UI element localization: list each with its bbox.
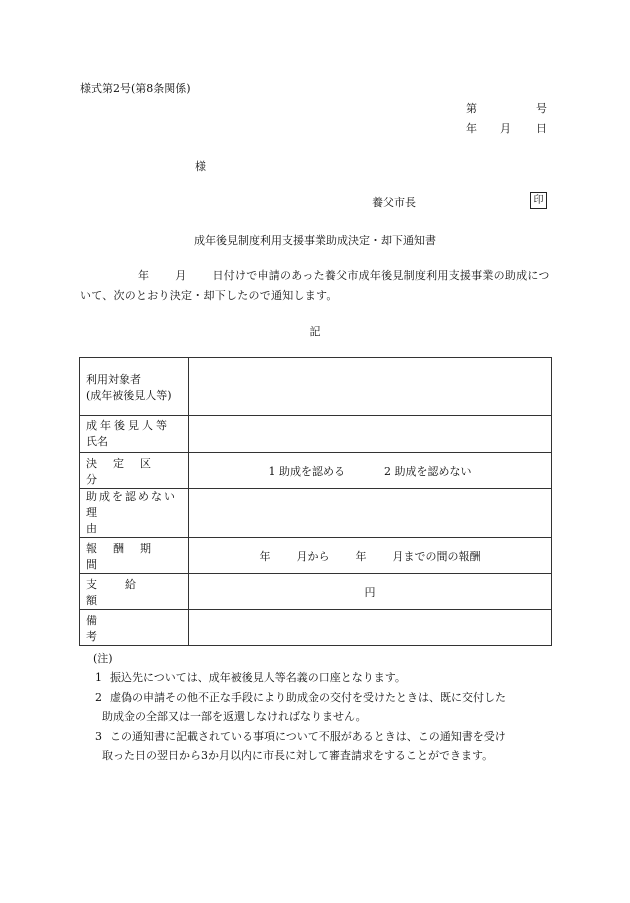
label-cell	[80, 489, 189, 538]
decision-table	[79, 357, 552, 646]
body-text: 日付けで申請のあった養父市成年後見制度利用支援事業の助成について、次のとおり決定・却下したので通知します。	[80, 269, 550, 302]
label-guardian: 成年後見人等	[86, 419, 170, 432]
value-cell-guardian[interactable]	[189, 416, 552, 453]
addressee-suffix: 様	[195, 160, 206, 173]
notes-heading: (注)	[93, 652, 113, 665]
value-cell-remarks[interactable]	[189, 610, 552, 646]
amount-unit: 円	[364, 585, 376, 599]
note-item	[80, 727, 550, 765]
document-title: 成年後見制度利用支援事業助成決定・却下通知書	[194, 234, 436, 247]
period-year2: 年	[355, 549, 367, 563]
note-text: 虚偽の申請その他不正な手段により助成金の交付を受けたときは、既に交付した	[110, 691, 506, 704]
value-cell-decision	[189, 453, 552, 489]
table-row	[80, 538, 552, 574]
period-year1: 年	[259, 549, 271, 563]
label-text: 利用対象者	[86, 372, 141, 386]
note-continuation: 助成金の全部又は一部を返還しなければなりません。	[102, 710, 367, 723]
period-from: 月から	[296, 549, 330, 563]
ki-heading: 記	[309, 325, 321, 338]
seal-mark: 印	[530, 192, 547, 209]
body-year-label: 年	[138, 269, 150, 282]
note-item	[80, 668, 550, 687]
value-cell-period	[189, 538, 552, 574]
label-remarks: 備考	[86, 613, 165, 643]
number-label-dai: 第	[466, 102, 477, 115]
table-row	[80, 489, 552, 538]
label-target-person	[86, 371, 182, 387]
label-amount: 支給額	[86, 577, 164, 607]
date-day-label: 日	[536, 122, 547, 135]
label-period: 報酬期間	[86, 541, 167, 571]
period-until: 月までの間の報酬	[392, 549, 481, 563]
value-cell-amount[interactable]	[189, 574, 552, 610]
table-row	[80, 610, 552, 646]
note-item	[80, 688, 550, 726]
body-month-label: 月	[175, 269, 187, 282]
table-row	[80, 416, 552, 453]
note-number: 2	[95, 691, 102, 704]
label-cell	[80, 574, 189, 610]
date-year-label: 年	[466, 122, 477, 135]
note-continuation: 取った日の翌日から3か月以内に市長に対して審査請求をすることができます。	[102, 749, 494, 762]
label-reason: 理由	[86, 506, 145, 535]
label-cell	[80, 610, 189, 646]
option-reject[interactable]: 2 助成を認めない	[384, 464, 472, 478]
number-label-go: 号	[536, 102, 547, 115]
label-cell	[80, 538, 189, 574]
table-row	[80, 453, 552, 489]
label-reject-reason: 助成を認めない	[86, 490, 177, 503]
note-text: 振込先については、成年被後見人等名義の口座となります。	[110, 671, 406, 684]
option-approve[interactable]: 1 助成を認める	[268, 464, 345, 478]
note-number: 3	[95, 730, 102, 743]
label-target-person-sub: (成年被後見人等)	[86, 388, 172, 402]
issuer-name: 養父市長	[372, 196, 416, 209]
note-text: この通知書に記載されている事項について不服があるときは、この通知書を受け	[110, 730, 506, 743]
note-number: 1	[95, 671, 102, 684]
table-row	[80, 574, 552, 610]
label-cell	[80, 453, 189, 489]
label-cell	[80, 416, 189, 453]
form-number: 様式第2号(第8条関係)	[80, 82, 191, 95]
date-month-label: 月	[500, 122, 511, 135]
value-cell-target-person[interactable]	[189, 358, 552, 416]
label-cell	[80, 358, 189, 416]
table-row	[80, 358, 552, 416]
label-guardian-name: 氏名	[86, 435, 108, 448]
body-paragraph	[80, 266, 552, 306]
label-decision: 決定区分	[86, 456, 167, 486]
value-cell-reason[interactable]	[189, 489, 552, 538]
